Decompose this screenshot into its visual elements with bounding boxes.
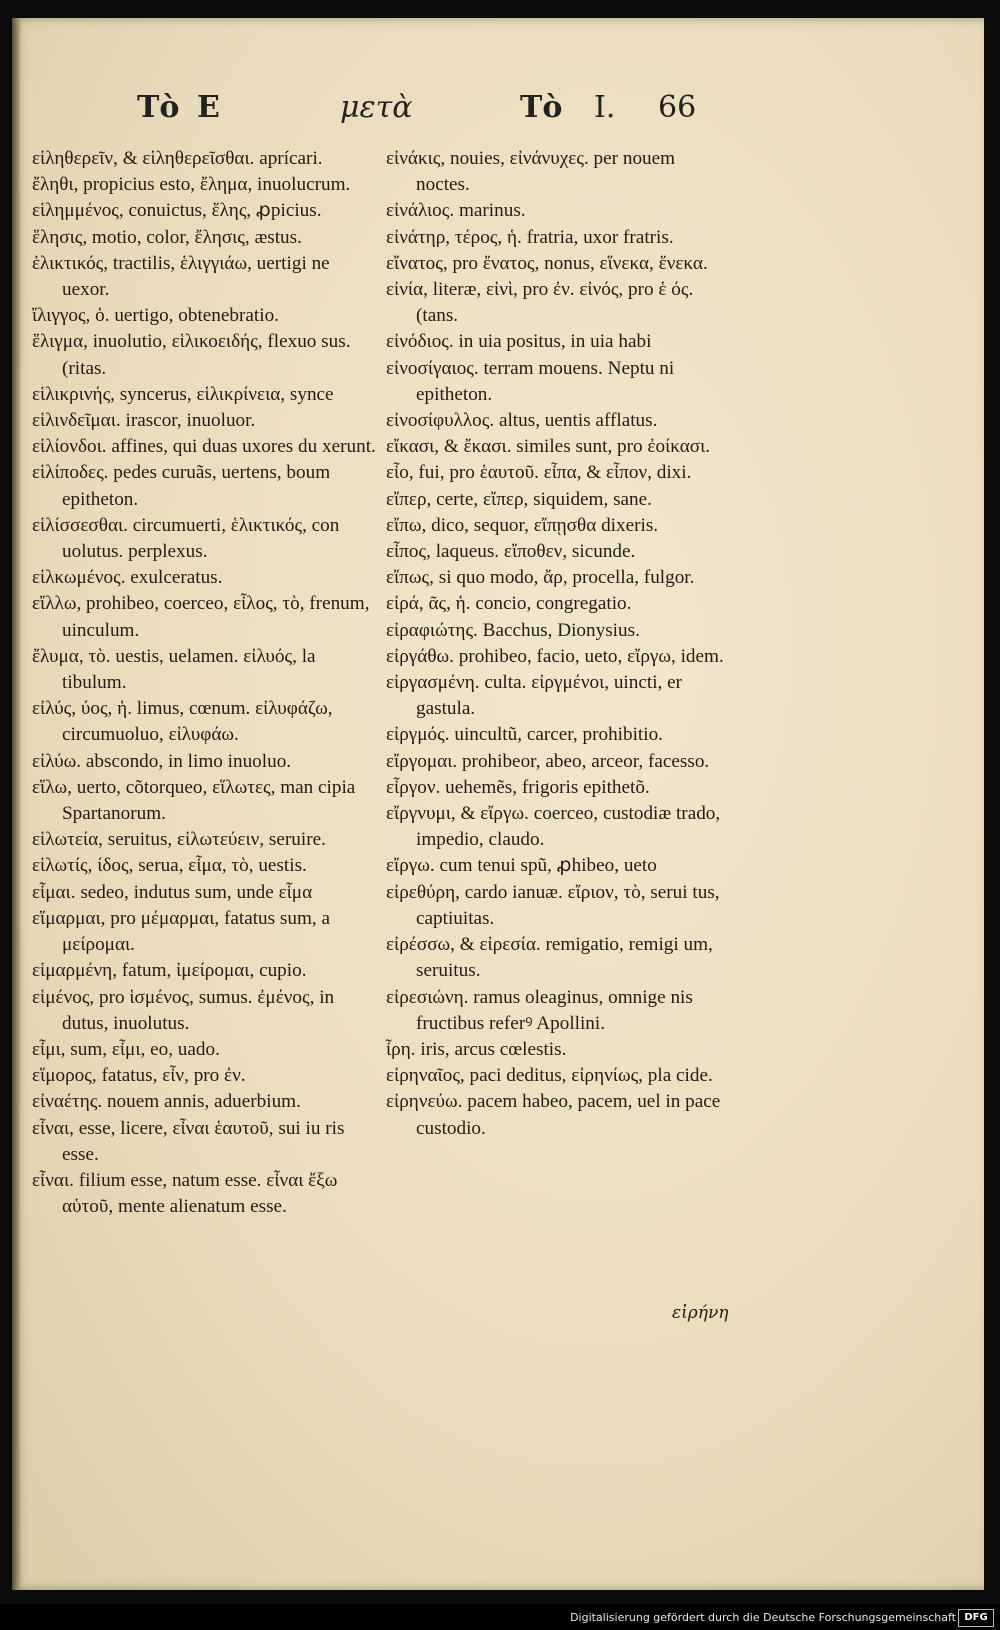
dictionary-entry: εἴργω. cum tenui spũ, ꝓhibeo, ueto	[386, 855, 657, 877]
dictionary-entry: εἴργνυμι, & εἴργω. coerceo, custodiæ trado, impedio, claudo.	[386, 803, 721, 851]
dictionary-entry: εἵλω, uerto, cõtorqueo, εἵλωτες, man cipia Spartanorum.	[32, 776, 356, 825]
dictionary-entry: εἴκασι, & ἔκασι. similes sunt, pro ἐοίκασι.	[386, 436, 711, 458]
dictionary-entry: ἶρη. iris, arcus cœlestis.	[386, 1038, 567, 1060]
dictionary-entry: ἑλικτικός, tractilis, ἑλιγγιάω, uertigi ne uexor.	[32, 252, 330, 301]
dictionary-entry: εἰνία, literæ, εἰνὶ, pro ἐν. εἰνός, pro ἑ ός. (tans.	[386, 279, 694, 327]
dictionary-entry: εἵμορος, fatatus, εἶν, pro ἐν.	[32, 1065, 246, 1087]
dictionary-entry: εἶπος, laqueus. εἴποθεν, sicunde.	[386, 541, 636, 563]
dictionary-entry: εἴπερ, certe, εἴπερ, siquidem, sane.	[386, 488, 652, 510]
dictionary-entry: ἔληθι, propicius esto, ἔλημα, inuolucrum.	[32, 174, 351, 196]
dictionary-entry: εἰρέσσω, & εἰρεσία. remigatio, remigi um, seruitus.	[386, 934, 713, 982]
dictionary-entry: εἰργμός. uincultũ, carcer, prohibitio.	[386, 724, 663, 746]
dictionary-entry: ἕλιγμα, inuolutio, εἱλικοειδής, flexuo sus. (ritas.	[32, 331, 351, 379]
dictionary-entry: εἱλίσσεσθαι. circumuerti, ἑλικτικός, con uolutus. perplexus.	[32, 514, 340, 563]
footer-credit: Digitalisierung gefördert durch die Deutsche Forschungsgemeinschaft	[570, 1611, 956, 1624]
dictionary-entry: εἴλλω, prohibeo, coerceo, εἶλος, τὸ, frenum, uinculum.	[32, 593, 370, 641]
head-letter-right: Ι.	[594, 90, 616, 125]
dictionary-entry: εἱμένος, pro ἱσμένος, sumus. ἐμένος, in dutus, inuolutus.	[32, 986, 335, 1034]
dictionary-entry: εἰνάλιος. marinus.	[386, 200, 526, 222]
right-column	[386, 146, 731, 1142]
dictionary-entry: εἶναι. filium esse, natum esse. εἶναι ἔξω αὑτοῦ, mente alienatum esse.	[32, 1169, 338, 1218]
dictionary-entry: εἱλικρινής, syncerus, εἱλικρίνεια, synce	[32, 383, 334, 405]
running-head	[12, 90, 984, 140]
catchword: εἰρήνη	[672, 1303, 729, 1323]
dictionary-entry: εἱλωτίς, ίδος, serua, εἷμα, τὸ, uestis.	[32, 855, 307, 877]
dictionary-entry: ἕλησις, motio, color, ἔλησις, æstus.	[32, 226, 302, 248]
page-gutter	[12, 18, 20, 1590]
dictionary-entry: εἱλημμένος, conuictus, ἕλης, ꝓpicius.	[32, 200, 322, 222]
head-article-right: Τὸ	[520, 90, 563, 125]
dictionary-entry: εἰργασμένη. culta. εἰργμένοι, uincti, er gastula.	[386, 672, 683, 720]
dictionary-entry: εἰρεθύρη, cardo ianuæ. εἴριον, τὸ, serui tus, captiuitas.	[386, 881, 720, 929]
dictionary-entry: εἱλίονδοι. affines, qui duas uxores du xerunt.	[32, 436, 376, 458]
dictionary-entry: εἶμι, sum, εἶμι, eo, uado.	[32, 1038, 220, 1060]
dictionary-entry: εἴργομαι. prohibeor, abeo, arceor, facesso.	[386, 750, 710, 772]
left-column	[32, 146, 377, 1220]
footer-bar	[0, 1604, 1000, 1630]
dictionary-entry: εἰρεσιώνη. ramus oleaginus, omnige nis fructibus referꝰ Apollini.	[386, 986, 693, 1034]
dictionary-entry: εἰναέτης. nouem annis, aduerbium.	[32, 1091, 301, 1113]
head-letter-left: Ε	[197, 90, 220, 125]
dictionary-entry: εἰνόδιος. in uia positus, in uia habi	[386, 331, 652, 353]
dictionary-entry: εἱλίποδες. pedes curuãs, uertens, boum epitheton.	[32, 462, 331, 510]
head-article-left: Τὸ	[137, 90, 180, 125]
dictionary-entry: εἵμαρμαι, pro μέμαρμαι, fatatus sum, a μείρομαι.	[32, 907, 330, 956]
dictionary-entry: εἶργον. uehemẽs, frigoris epithetõ.	[386, 776, 650, 798]
dictionary-entry: εἱληθερεῖν, & εἱληθερεῖσθαι. aprícari.	[32, 148, 323, 169]
dictionary-entry: ἔλυμα, τὸ. uestis, uelamen. εἰλυός, la tibulum.	[32, 645, 316, 694]
dictionary-entry: εἱλκωμένος. exulceratus.	[32, 567, 223, 589]
dictionary-entry: εἴνατος, pro ἔνατος, nonus, εἵνεκα, ἕνεκα.	[386, 252, 708, 274]
dictionary-entry: εἰνοσίφυλλος. altus, uentis afflatus.	[386, 410, 658, 432]
dictionary-entry: εἴπως, si quo modo, ἄρ, procella, fulgor.	[386, 567, 695, 589]
dictionary-entry: εἰνοσίγαιος. terram mouens. Neptu ni epitheton.	[386, 357, 675, 405]
book-page	[12, 18, 984, 1590]
dictionary-entry: ἴλιγγος, ὁ. uertigo, obtenebratio.	[32, 305, 279, 327]
dictionary-entry: εἰρηναῖος, paci deditus, εἰρηνίως, pla cide.	[386, 1065, 713, 1087]
dictionary-entry: εἰργάθω. prohibeo, facio, ueto, εἴργω, idem.	[386, 645, 724, 667]
dictionary-entry: εἰλύω. abscondo, in limo inuoluo.	[32, 750, 292, 772]
dictionary-entry: εἰνάτηρ, τέρος, ἡ. fratria, uxor fratris.	[386, 226, 674, 248]
dictionary-entry: εἱλωτεία, seruitus, εἱλωτεύειν, seruire.	[32, 829, 326, 851]
dictionary-entry: εἶο, fui, pro ἑαυτοῦ. εἶπα, & εἶπον, dixi.	[386, 462, 692, 484]
dfg-logo-icon: DFG	[958, 1609, 994, 1627]
dictionary-entry: εἶναι, esse, licere, εἶναι ἑαυτοῦ, sui iu ris esse.	[32, 1117, 345, 1165]
dictionary-entry: εἷμαι. sedeo, indutus sum, unde εἷμα	[32, 881, 313, 903]
dictionary-entry: εἰρά, ᾶς, ἡ. concio, congregatio.	[386, 593, 632, 615]
head-middle-word: μετὰ	[340, 90, 413, 125]
dictionary-entry: εἰραφιώτης. Bacchus, Dionysius.	[386, 619, 640, 641]
dictionary-entry: εἱλινδεῖμαι. irascor, inuoluor.	[32, 410, 256, 432]
dictionary-entry: εἰνάκις, nouies, εἰνάνυχες. per nouem noctes.	[386, 148, 676, 196]
dictionary-entry: εἱμαρμένη, fatum, ἱμείρομαι, cupio.	[32, 960, 307, 982]
dictionary-entry: εἴπω, dico, sequor, εἴπῃσθα dixeris.	[386, 514, 659, 536]
dictionary-entry: εἰλύς, ύος, ἡ. limus, cœnum. εἰλυφάζω, circumuoluo, εἰλυφάω.	[32, 698, 333, 746]
dictionary-entry: εἰρηνεύω. pacem habeo, pacem, uel in pace custodio.	[386, 1091, 721, 1139]
page-number: 66	[658, 90, 697, 125]
